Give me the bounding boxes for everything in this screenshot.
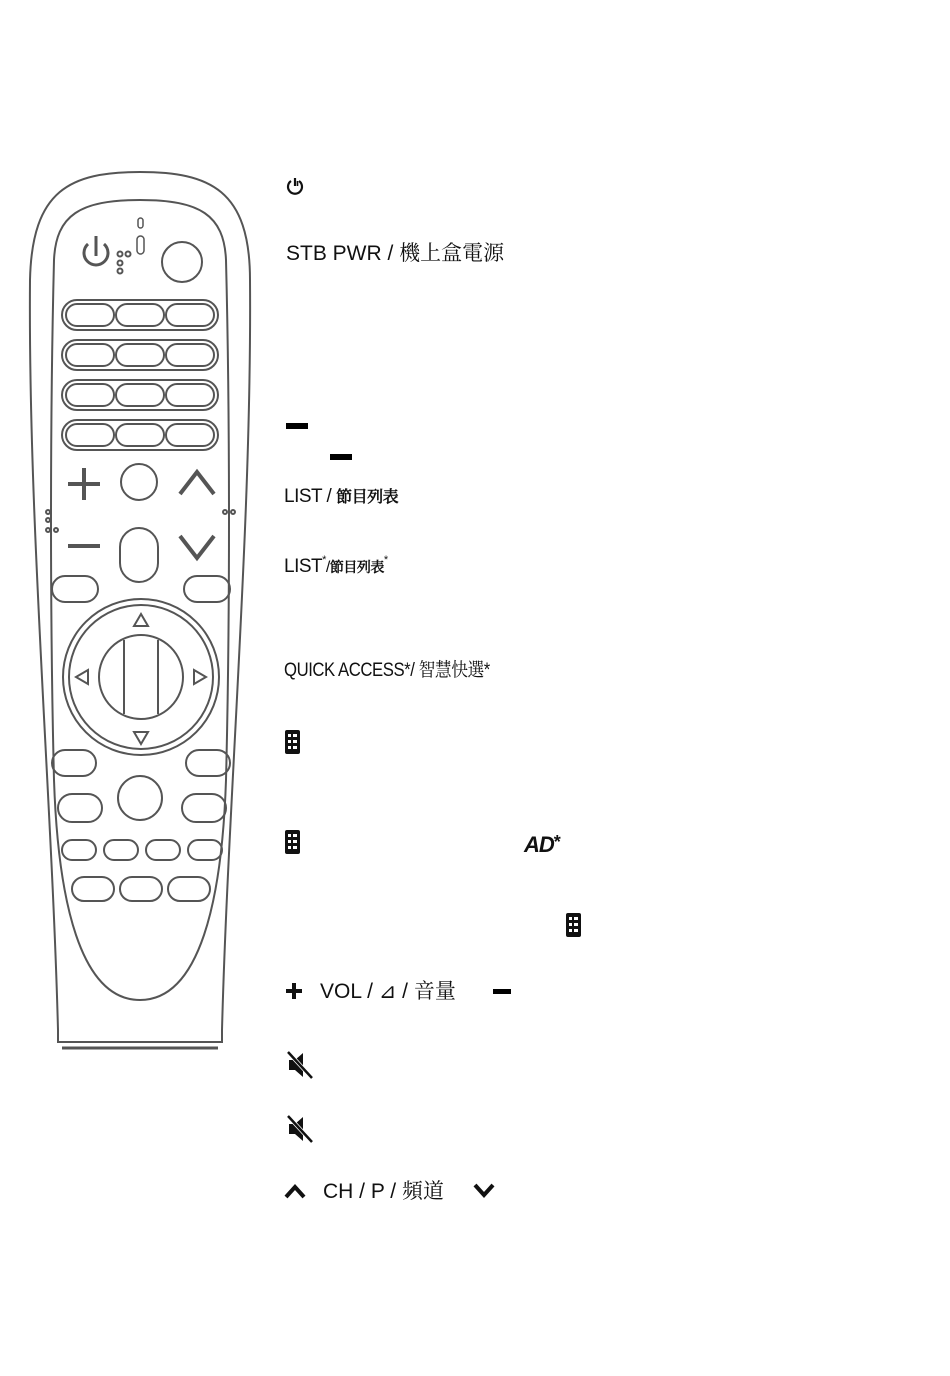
- ad-asterisk: *: [553, 832, 560, 852]
- list-starred-asterisk: *: [322, 554, 326, 566]
- list-starred-sep: /: [325, 559, 330, 576]
- remote-vol-up: [68, 468, 100, 500]
- list-starred-cjk: 節目列表: [329, 559, 384, 575]
- remote-ch-up: [180, 472, 214, 494]
- vol-label: VOL / ⊿ / 音量: [320, 980, 456, 1003]
- remote-control-illustration: [0, 0, 260, 1060]
- remote-menu-icon: [285, 730, 300, 754]
- remote-mute-rocker: [120, 528, 158, 582]
- stb-pwr-label: STB PWR / 機上盒電源: [286, 242, 505, 265]
- remote-dpad-wheel: [99, 635, 183, 719]
- chevron-up-icon: [284, 1183, 306, 1199]
- ad-text: AD: [524, 832, 554, 857]
- power-icon: [285, 176, 305, 196]
- remote-outer-body: [30, 172, 250, 1042]
- remote-ch-down: [180, 536, 214, 558]
- minus-icon: [493, 989, 511, 994]
- remote-power-button: [84, 236, 108, 265]
- chevron-down-icon: [473, 1183, 495, 1199]
- ad-label: [524, 832, 560, 858]
- remote-center-top-button: [121, 464, 157, 500]
- list-label-en: LIST /: [284, 486, 337, 507]
- mute-icon: [286, 1114, 314, 1144]
- ch-label: CH / P / 頻道: [323, 1180, 444, 1203]
- list-starred-asterisk-2: *: [383, 554, 388, 566]
- remote-menu-icon: [285, 830, 300, 854]
- remote-number-buttons: [62, 300, 218, 450]
- list-starred-en: LIST: [284, 556, 323, 577]
- minus-icon: [330, 454, 352, 460]
- list-label-cjk: 節目列表: [336, 489, 399, 506]
- remote-menu-icon: [566, 913, 581, 937]
- list-label-starred: [284, 554, 388, 577]
- mute-icon: [286, 1050, 314, 1080]
- minus-icon: [286, 423, 308, 429]
- remote-voice-button: [162, 242, 202, 282]
- plus-icon: [285, 982, 303, 1000]
- quick-access-label: QUICK ACCESS*/ 智慧快選*: [284, 660, 490, 681]
- list-label: [284, 487, 398, 506]
